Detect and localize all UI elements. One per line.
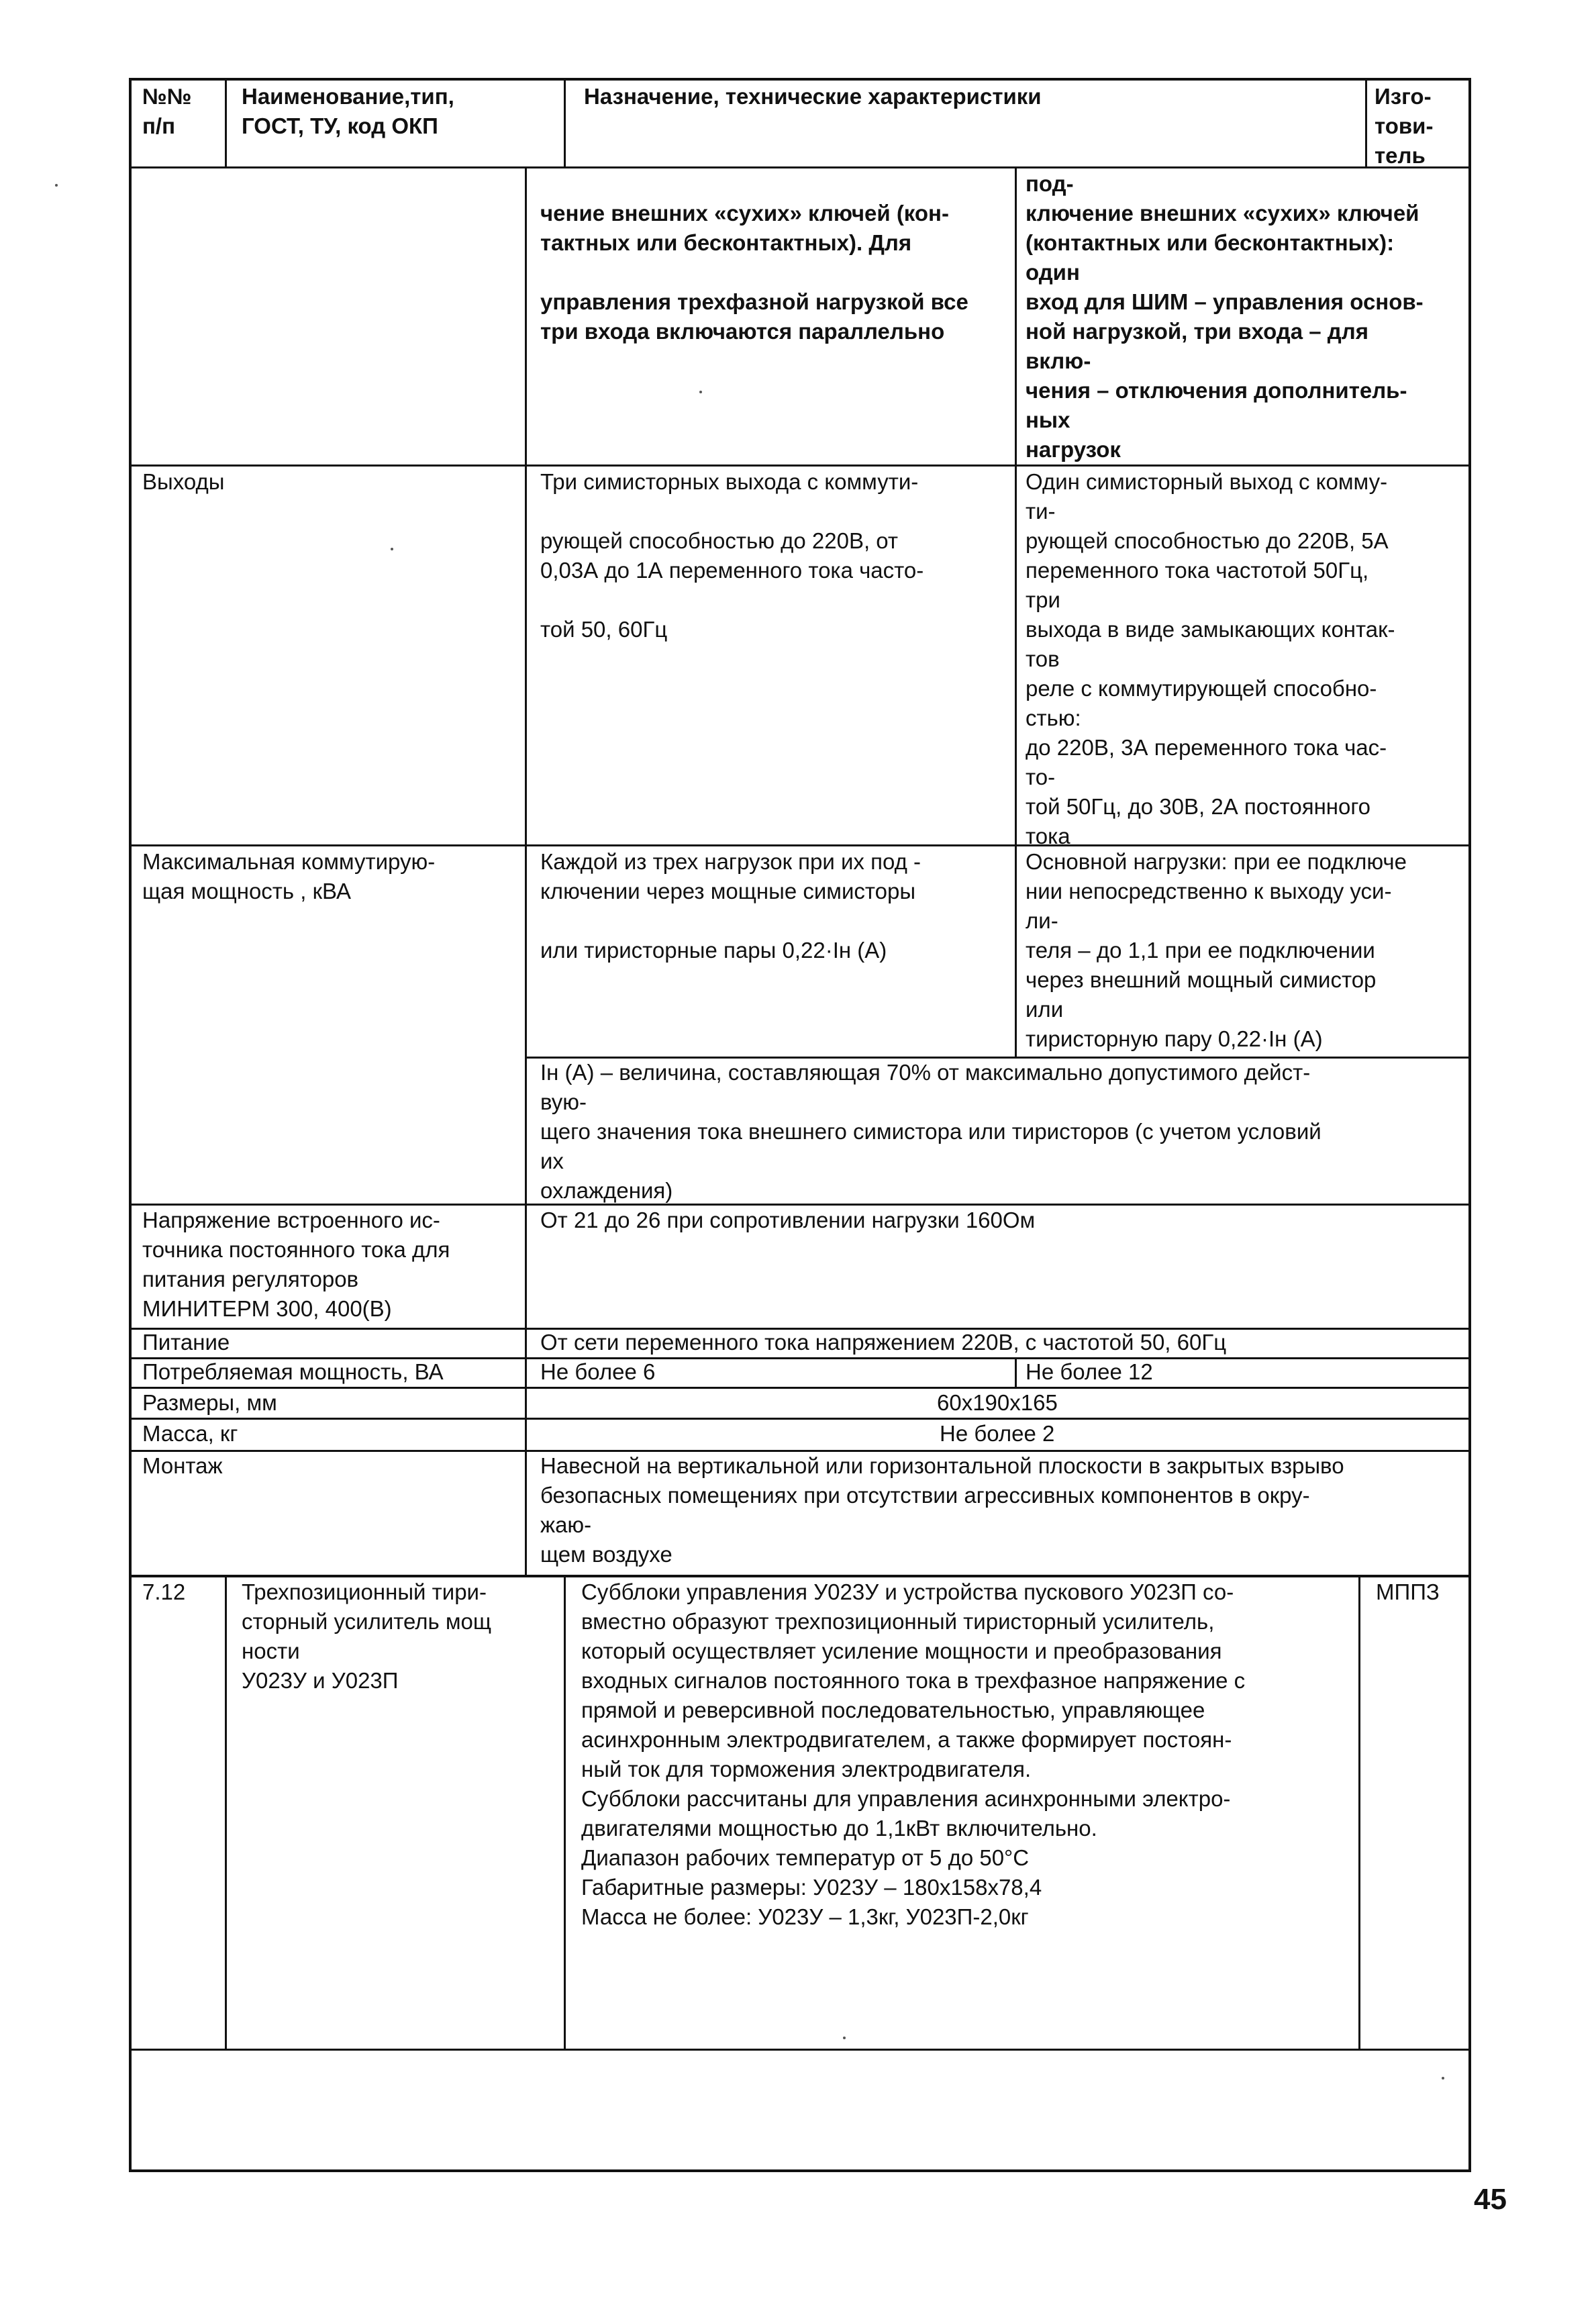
rule: [225, 1575, 227, 2049]
consumption-label: Потребляемая мощность, ВА: [142, 1359, 444, 1384]
max-power-right: Основной нагрузки: при ее подключе нии непосредственно к выходу уси- ли- теля – до 1,1 при ее подключении через внешний мощный симистор или тиристорную пару 0,22·Iн (А): [1026, 849, 1407, 1051]
item-maker: МППЗ: [1376, 1579, 1440, 1604]
page-number: 45: [1474, 2183, 1507, 2216]
rule: [129, 2049, 1471, 2051]
rule: [129, 1418, 1471, 1420]
rule: [1365, 78, 1367, 166]
max-power-note: Iн (А) – величина, составляющая 70% от максимально допустимого дейст- вую- щего значения тока внешнего симистора или тиристоров (с учетом условий их охлаждения): [540, 1060, 1321, 1203]
max-power-left: Каждой из трех нагрузок при их под - ключении через мощные симисторы или тиристорные пары 0,22·Iн (А): [540, 849, 921, 963]
mass-value: Не более 2: [940, 1421, 1055, 1446]
dimensions-value: 60x190x165: [937, 1390, 1058, 1415]
item-num: 7.12: [142, 1579, 186, 1604]
rule: [129, 166, 1471, 168]
continuation-right: под- ключение внешних «сухих» ключей (контактных или бесконтактных): один вход для ШИМ – управления основ- ной нагрузкой, три входа – для вклю- чения – отключения дополнитель- ных нагрузок: [1026, 171, 1424, 462]
consumption-right: Не более 12: [1026, 1359, 1153, 1384]
header-purpose: Назначение, технические характеристики: [584, 84, 1042, 109]
rule: [1015, 1357, 1017, 1387]
rule: [225, 78, 227, 166]
scan-speck: [1442, 2077, 1444, 2080]
outputs-right: Один симисторный выход с комму- ти- рующей способностью до 220В, 5А переменного тока частотой 50Гц, три выхода в виде замыкающих контак- тов реле с коммутирующей способно- стью: до 220В, 3А переменного тока час- то- той 50Гц, до 30В, 2А постоянного тока: [1026, 469, 1395, 848]
header-num: №№ п/п: [142, 84, 192, 138]
consumption-left: Не более 6: [540, 1359, 656, 1384]
scan-speck: [55, 184, 58, 187]
header-name: Наименование,тип, ГОСТ, ТУ, код ОКП: [242, 84, 454, 138]
rule: [564, 1575, 566, 2049]
continuation-left: чение внешних «сухих» ключей (кон- тактных или бесконтактных). Для управления трехфазной нагрузкой все три входа включаются параллельно: [540, 201, 968, 344]
scan-speck: [843, 2037, 846, 2039]
rule: [129, 465, 1471, 467]
header-maker: Изго- тови- тель: [1375, 84, 1434, 168]
supply-value: От сети переменного тока напряжением 220В, с частотой 50, 60Гц: [540, 1330, 1227, 1355]
mass-label: Масса, кг: [142, 1421, 238, 1446]
scan-speck: [699, 391, 702, 393]
rule: [1358, 1575, 1360, 2049]
voltage-value: От 21 до 26 при сопротивлении нагрузки 160Ом: [540, 1208, 1036, 1232]
rule: [1015, 166, 1017, 1057]
item-desc: Субблоки управления У023У и устройства пускового У023П со- вместно образуют трехпозиционный тиристорный усилитель, который осуществляет усиление мощности и преобразования входных сигналов постоянного тока в трехфазное напряжение с прямой и реверсивной последовательностью, управляющее асинхронным электродвигателем, а также формирует постоян- ный ток для торможения электродвигателя. Субблоки рассчитаны для управления асинхронными электро- двигателями мощностью до 1,1кВт включительно. Диапазон рабочих температур от 5 до 50°С Габаритные размеры: У023У – 180х158х78,4 Масса не более: У023У – 1,3кг, У023П-2,0кг: [581, 1579, 1246, 1929]
supply-label: Питание: [142, 1330, 230, 1355]
voltage-label: Напряжение встроенного ис- точника постоянного тока для питания регуляторов МИНИТЕРМ 300, 400(В): [142, 1208, 450, 1321]
mounting-label: Монтаж: [142, 1453, 223, 1478]
rule: [564, 78, 566, 166]
rule: [129, 1387, 1471, 1389]
rule: [525, 166, 527, 1575]
mounting-value: Навесной на вертикальной или горизонтальной плоскости в закрытых взрыво безопасных помещениях при отсутствии агрессивных компонентов в окру- жаю- щем воздухе: [540, 1453, 1344, 1567]
item-name: Трехпозиционный тири- сторный усилитель мощ ности У023У и У023П: [242, 1579, 492, 1693]
max-power-label: Максимальная коммутирую- щая мощность , кВА: [142, 849, 436, 903]
outputs-label: Выходы: [142, 469, 225, 494]
outputs-left: Три симисторных выхода с коммути- рующей способностью до 220В, от 0,03А до 1А переменного тока часто- той 50, 60Гц: [540, 469, 924, 642]
scan-speck: [391, 548, 393, 550]
dimensions-label: Размеры, мм: [142, 1390, 277, 1415]
